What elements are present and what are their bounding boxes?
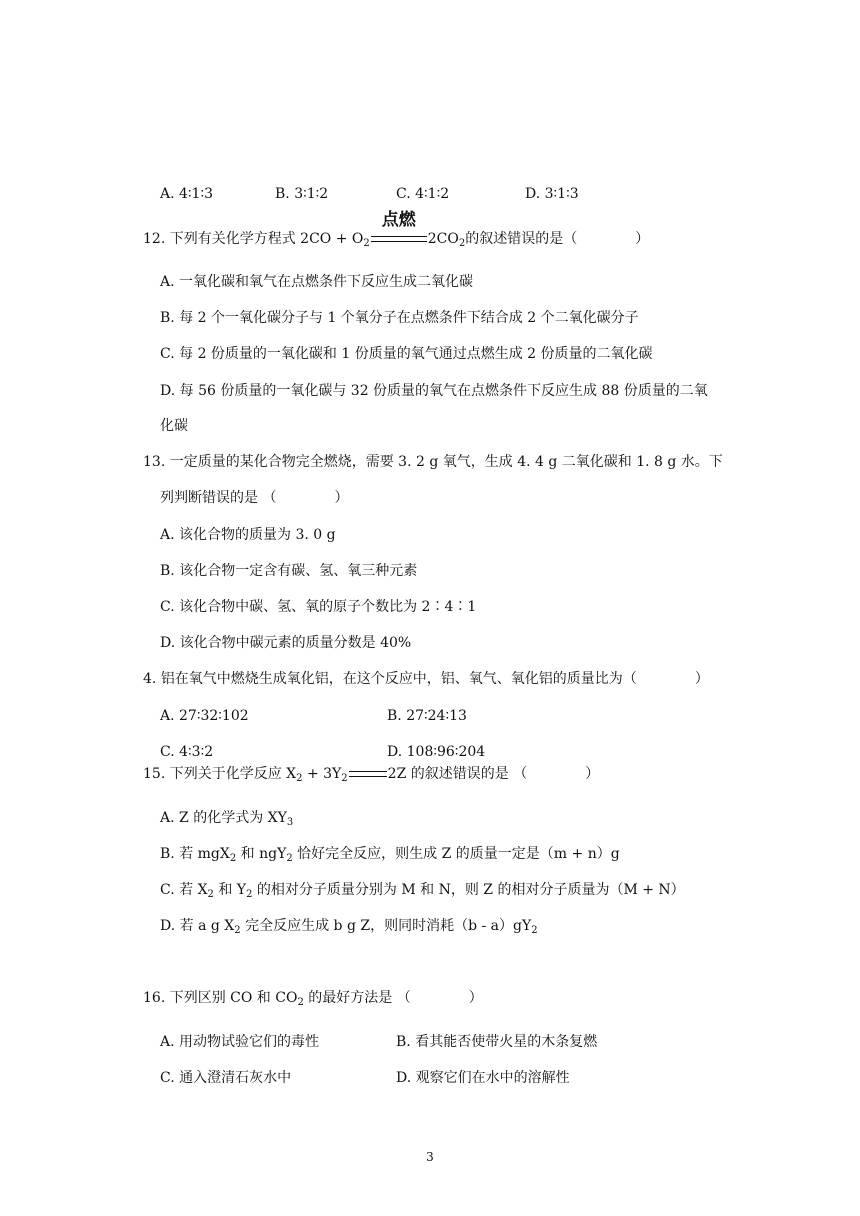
q15-option-d-sub-y: 2 xyxy=(531,925,538,936)
q15-option-b-sub-x: 2 xyxy=(229,853,237,864)
q13-stem-text: 列判断错误的是 （ xyxy=(160,490,277,506)
q15-option-a-sub: 3 xyxy=(286,817,294,828)
q15-option-d-pre: D. 若 a g X xyxy=(160,918,235,934)
q15-stem xyxy=(143,764,599,784)
q12-number: 12. xyxy=(143,231,166,247)
q14-option-c: C. 4∶3∶2 xyxy=(160,744,214,760)
q15-option-c-pre: C. 若 X xyxy=(160,882,208,898)
q15-option-a-text: A. Z 的化学式为 XY xyxy=(160,810,287,826)
q15-option-b-mid: 和 ngY xyxy=(236,846,287,862)
q13-option-d: D. 该化合物中碳元素的质量分数是 40% xyxy=(160,635,412,651)
q15-option-c-post: 的相对分子质量分别为 M 和 N，则 Z 的相对分子质量为（M + N） xyxy=(252,882,685,898)
q12-stem xyxy=(143,210,650,249)
q15-option-c-sub-y: 2 xyxy=(246,889,253,900)
q15-option-c-mid: 和 Y xyxy=(213,882,247,898)
q16-sub-co2: 2 xyxy=(297,997,304,1008)
q15-sub-x2: 2 xyxy=(296,773,303,784)
q12-stem-mid: 2CO xyxy=(427,231,459,247)
q15-option-a xyxy=(160,808,293,828)
q16-stem xyxy=(143,988,483,1008)
q14-stem-text: 4. 铝在氧气中燃烧生成氧化铝，在这个反应中，铝、氧气、氧化铝的质量比为（ xyxy=(143,671,637,687)
q15-stem-post: 2Z 的叙述错误的是 （ xyxy=(387,766,528,782)
q14-stem xyxy=(143,669,709,689)
q11-option-c: C. 4∶1∶2 xyxy=(396,186,450,202)
q11-option-d: D. 3∶1∶3 xyxy=(525,186,579,202)
q13-stem-line2 xyxy=(160,488,348,508)
q16-option-c: C. 通入澄清石灰水中 xyxy=(160,1070,292,1086)
q14-paren-close: ） xyxy=(694,671,709,687)
q15-option-b xyxy=(160,844,620,864)
q12-condition: 点燃 xyxy=(381,210,416,230)
q15-stem-pre: 15. 下列关于化学反应 X xyxy=(143,766,297,782)
q15-sub-y2: 2 xyxy=(341,773,348,784)
q15-option-c xyxy=(160,880,685,900)
q12-option-c: C. 每 2 份质量的一氧化碳和 1 份质量的氧气通过点燃生成 2 份质量的二氧化碳 xyxy=(160,346,653,362)
q16-option-a: A. 用动物试验它们的毒性 xyxy=(160,1034,320,1050)
q12-reaction-arrow xyxy=(371,210,427,249)
q12-option-d: D. 每 56 份质量的一氧化碳与 32 份质量的氧气在点燃条件下反应生成 88 份质量的二氧 xyxy=(160,383,708,399)
q16-paren-close: ） xyxy=(468,990,483,1006)
q14-option-b: B. 27∶24∶13 xyxy=(387,708,467,724)
q15-reaction-arrow xyxy=(349,764,387,784)
q13-option-c: C. 该化合物中碳、氢、氧的原子个数比为 2∶4∶1 xyxy=(160,599,477,615)
q14-option-a: A. 27∶32∶102 xyxy=(160,708,249,724)
q12-option-b: B. 每 2 个一氧化碳分子与 1 个氧分子在点燃条件下结合成 2 个二氧化碳分子 xyxy=(160,310,639,326)
q15-option-b-sub-y: 2 xyxy=(286,853,293,864)
q11-option-a: A. 4∶1∶3 xyxy=(160,186,214,202)
q12-sub-o2: 2 xyxy=(363,238,370,249)
q15-option-b-post: 恰好完全反应，则生成 Z 的质量一定是（m + n）g xyxy=(292,846,620,862)
q12-stem-pre: 下列有关化学方程式 2CO + O xyxy=(169,231,364,247)
q13-stem-line1: 13. 一定质量的某化合物完全燃烧，需要 3. 2 g 氧气，生成 4. 4 g 二氧化碳和 1. 8 g 水。下 xyxy=(143,454,723,470)
q16-stem-post: 的最好方法是 （ xyxy=(303,990,411,1006)
q15-option-c-sub-x: 2 xyxy=(207,889,214,900)
q16-option-b: B. 看其能否使带火星的木条复燃 xyxy=(396,1034,598,1050)
q12-stem-post: 的叙述错误的是（ xyxy=(465,231,578,247)
q15-option-d-sub-x: 2 xyxy=(234,925,241,936)
q15-paren-close: ） xyxy=(585,766,600,782)
q12-sub-co2: 2 xyxy=(458,238,466,249)
q13-option-b: B. 该化合物一定含有碳、氢、氧三种元素 xyxy=(160,563,418,579)
q15-stem-mid: + 3Y xyxy=(302,766,342,782)
q15-option-d-mid: 完全反应生成 b g Z，则同时消耗（b - a）gY xyxy=(240,918,532,934)
q15-option-d xyxy=(160,916,538,936)
q12-option-d-cont: 化碳 xyxy=(160,418,188,434)
q13-paren-close: ） xyxy=(334,490,349,506)
q13-option-a: A. 该化合物的质量为 3. 0 g xyxy=(160,527,336,543)
q12-paren-close: ） xyxy=(635,231,650,247)
q15-option-b-pre: B. 若 mgX xyxy=(160,846,230,862)
q16-option-d: D. 观察它们在水中的溶解性 xyxy=(396,1070,570,1086)
q14-option-d: D. 108∶96∶204 xyxy=(387,744,486,760)
q12-option-a: A. 一氧化碳和氧气在点燃条件下反应生成二氧化碳 xyxy=(160,274,474,290)
q16-stem-pre: 16. 下列区别 CO 和 CO xyxy=(143,990,298,1006)
q11-option-b: B. 3∶1∶2 xyxy=(275,186,329,202)
page-number: 3 xyxy=(426,1150,434,1164)
